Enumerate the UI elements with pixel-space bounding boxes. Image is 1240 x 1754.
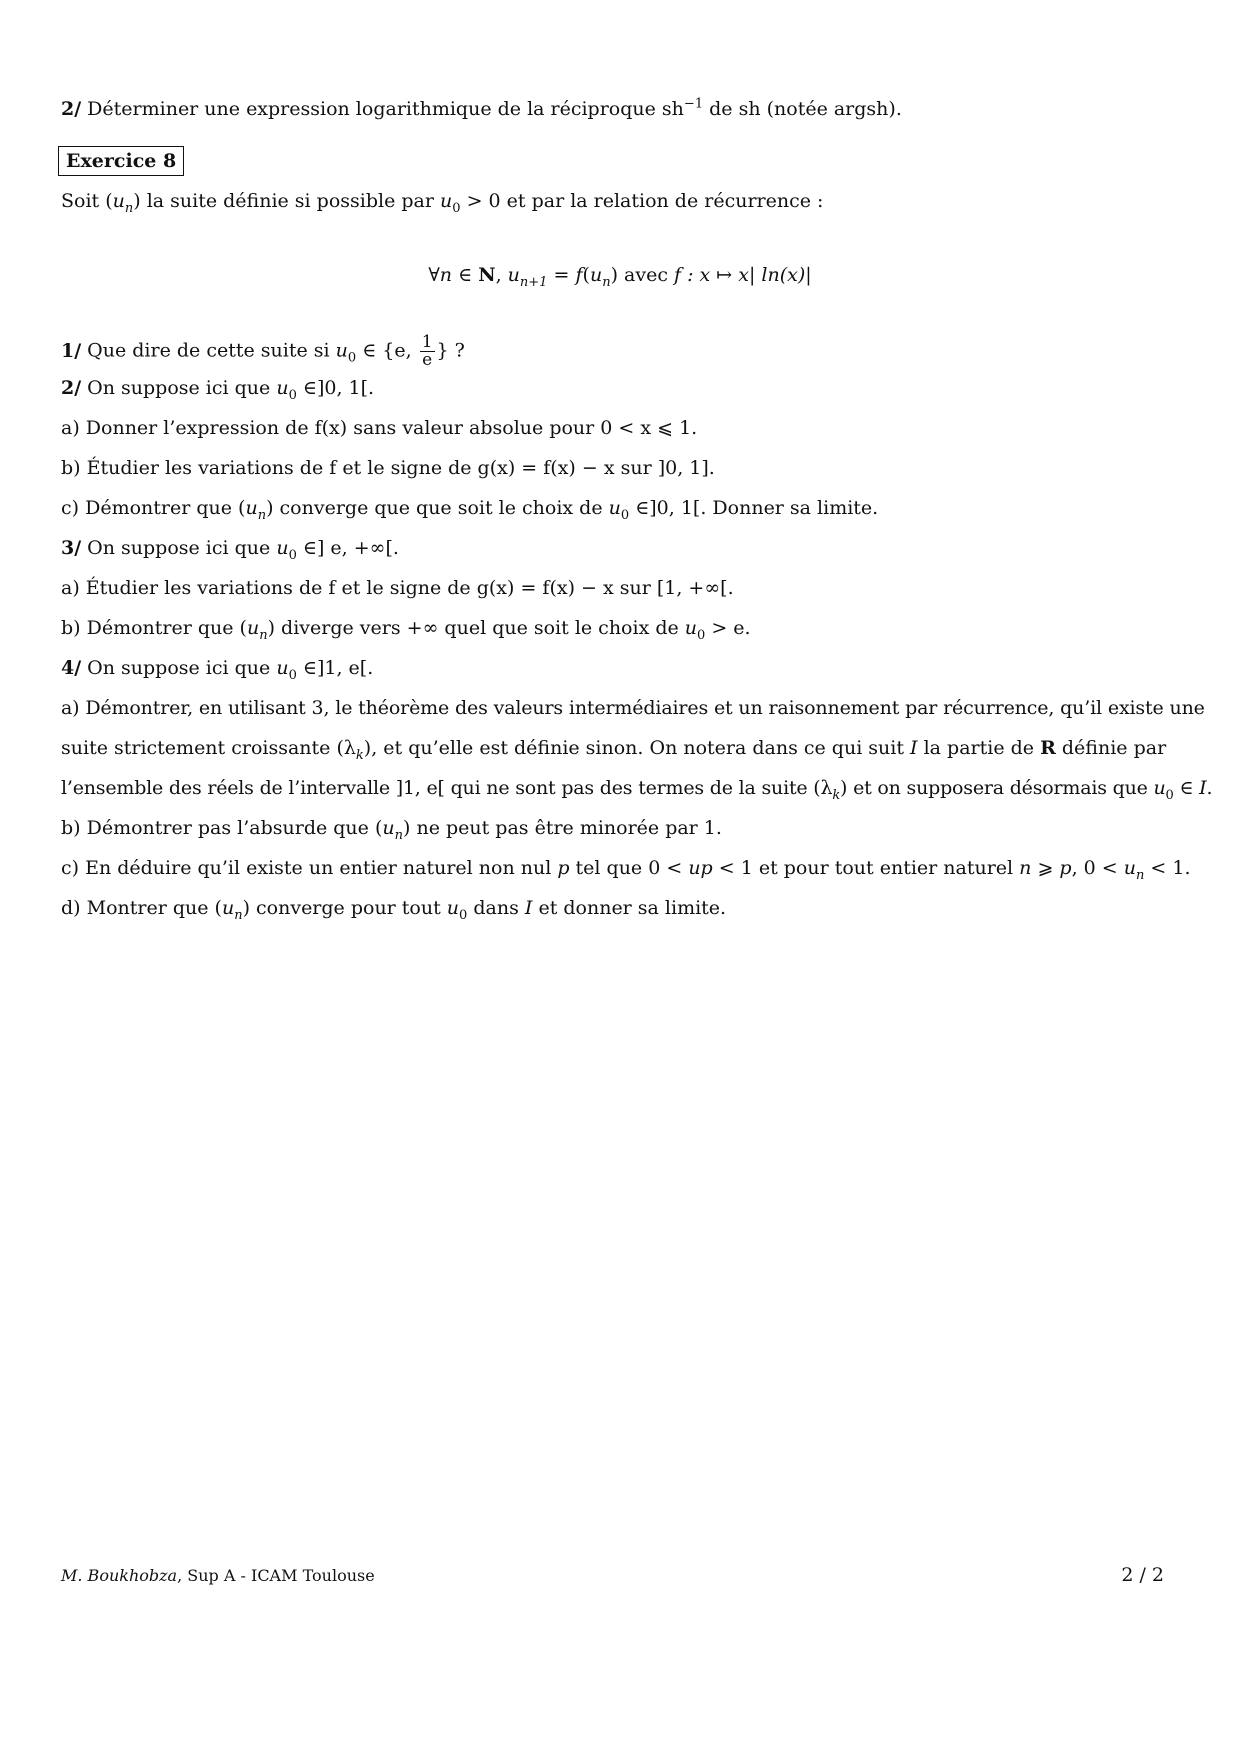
math-var: I	[1199, 777, 1207, 799]
math-sub: 0	[620, 507, 630, 523]
math-expr: : x ↦ x| ln(x)|	[681, 264, 812, 286]
question-text: b) Démontrer pas l’absurde que (	[61, 817, 383, 839]
fraction	[420, 334, 435, 369]
math-var: up	[688, 857, 713, 879]
math-expr: } ?	[436, 339, 465, 362]
fraction-numerator: 1	[421, 332, 433, 352]
math-symbol: ,	[495, 264, 508, 286]
fraction-denominator: e	[422, 350, 433, 370]
question-4a-line-1: a) Démontrer, en utilisant 3, le théorème des valeurs intermédiaires et un raisonnement par récurrence, qu’il existe une	[61, 697, 1205, 719]
math-symbol: (	[582, 264, 590, 286]
math-var: u	[382, 817, 395, 839]
affiliation: , Sup A - ICAM Toulouse	[177, 1566, 375, 1585]
math-var: I	[910, 737, 918, 759]
question-number: 3/	[61, 537, 82, 559]
math-sub: 0	[459, 907, 468, 923]
question-2c	[61, 495, 878, 521]
math-var: p	[1059, 857, 1072, 879]
question-text: la partie de	[917, 737, 1041, 759]
author-name: M. Boukhobza	[61, 1566, 178, 1585]
question-text: ) converge pour tout	[242, 897, 447, 919]
math-var: u	[335, 339, 348, 362]
page-number: 2 / 2	[1121, 1564, 1164, 1586]
question-2a: a) Donner l’expression de f(x) sans valeur absolue pour 0 < x ⩽ 1.	[61, 417, 698, 439]
math-expr: ∈]1, e[.	[296, 657, 374, 679]
question-text: l’ensemble des réels de l’intervalle ]1, e[ qui ne sont pas des termes de la suite (λ	[61, 777, 833, 799]
question-text: suite strictement croissante (λ	[61, 737, 356, 759]
math-sub: 0	[1165, 787, 1174, 803]
math-text: avec	[617, 264, 675, 286]
math-var: u	[221, 897, 235, 919]
question-text: c) Démontrer que (	[61, 497, 246, 519]
question-3a: a) Étudier les variations de f et le signe de g(x) = f(x) − x sur [1, +∞[.	[61, 577, 734, 599]
math-symbol: ⩾	[1031, 857, 1060, 879]
math-var: u	[446, 897, 460, 919]
question-2	[61, 375, 374, 401]
question-2b: b) Étudier les variations de f et le signe de g(x) = f(x) − x sur ]0, 1].	[61, 457, 715, 479]
question-text: > e.	[705, 617, 751, 639]
question-2-argsh	[61, 96, 902, 122]
question-3	[61, 535, 399, 561]
math-var: u	[246, 617, 260, 639]
math-var: u	[276, 377, 289, 399]
math-sub: n	[257, 507, 267, 523]
question-number: 2/	[61, 98, 82, 120]
question-text: ∈	[1173, 777, 1200, 799]
question-4	[61, 655, 373, 681]
question-text: On suppose ici que	[87, 377, 277, 399]
question-number: 4/	[61, 657, 82, 679]
math-sub: k	[355, 747, 364, 763]
question-4d	[61, 895, 726, 921]
math-var: u	[276, 537, 289, 559]
math-var: u	[608, 497, 621, 519]
question-1	[61, 334, 465, 369]
intro-text: ) la suite définie si possible par	[133, 190, 440, 212]
exercise-intro	[61, 188, 823, 214]
intro-text: > 0 et par la relation de récurrence :	[460, 190, 824, 212]
math-symbol: =	[547, 264, 576, 286]
math-symbol: ∀	[428, 264, 440, 286]
math-sub: 0	[452, 200, 461, 216]
exercise-title: Exercice 8	[58, 146, 184, 176]
math-sub: 0	[288, 667, 297, 683]
math-var: n	[1019, 857, 1032, 879]
question-text: Que dire de cette suite si	[87, 339, 336, 362]
math-sub: k	[832, 787, 841, 803]
question-text: .	[1206, 777, 1213, 799]
question-text: ) converge que que soit le choix de	[266, 497, 609, 519]
math-expr: ∈]0, 1[.	[296, 377, 375, 399]
question-text: tel que 0 <	[569, 857, 689, 879]
question-4a-line-3	[61, 775, 1212, 801]
math-sub: 0	[288, 387, 297, 403]
math-var: n	[439, 264, 453, 286]
math-sub: 0	[697, 627, 706, 643]
question-text: ) diverge vers +∞ quel que soit le choix de	[267, 617, 685, 639]
question-text: définie par	[1055, 737, 1167, 759]
math-var: p	[557, 857, 570, 879]
math-var: u	[1123, 857, 1136, 879]
math-var: u	[276, 657, 289, 679]
math-sub: n	[234, 907, 243, 923]
math-var: f	[674, 264, 682, 286]
math-var: u	[1153, 777, 1166, 799]
math-sub: n	[602, 274, 611, 290]
question-text-end: de sh (notée argsh).	[703, 98, 902, 120]
math-var: u	[507, 264, 520, 286]
question-text: ) ne peut pas être minorée par 1.	[403, 817, 722, 839]
math-symbol: ∈	[452, 264, 479, 286]
question-text: < 1 et pour tout entier naturel	[712, 857, 1020, 879]
math-sub: n+1	[519, 274, 548, 290]
math-set: R	[1040, 737, 1056, 759]
question-text: et donner sa limite.	[532, 897, 727, 919]
question-number: 1/	[61, 339, 82, 362]
question-number: 2/	[61, 377, 82, 399]
question-text: dans	[467, 897, 525, 919]
math-var: u	[589, 264, 603, 286]
question-text: Déterminer une expression logarithmique de la réciproque sh	[87, 98, 684, 120]
math-u: u	[112, 190, 125, 212]
question-4a-line-2	[61, 735, 1166, 761]
question-text: On suppose ici que	[87, 537, 277, 559]
math-sub: n	[259, 627, 268, 643]
math-expr: ∈ {e,	[356, 339, 418, 362]
math-sub: n	[1136, 867, 1145, 883]
intro-text: Soit (	[61, 190, 113, 212]
question-text: , 0 <	[1071, 857, 1124, 879]
math-u: u	[440, 190, 453, 212]
math-sub: 0	[347, 350, 357, 366]
question-text: d) Montrer que (	[61, 897, 222, 919]
math-sub: n	[124, 200, 134, 216]
question-3b	[61, 615, 751, 641]
superscript: −1	[683, 96, 704, 112]
question-text: On suppose ici que	[87, 657, 277, 679]
math-var: u	[684, 617, 698, 639]
math-sub: 0	[288, 547, 297, 563]
question-text: < 1.	[1144, 857, 1191, 879]
math-set: N	[478, 264, 496, 286]
footer-author	[61, 1566, 375, 1585]
question-4c	[61, 855, 1191, 881]
question-text: c) En déduire qu’il existe un entier naturel non nul	[61, 857, 558, 879]
math-symbol: )	[610, 264, 618, 286]
question-4b	[61, 815, 722, 841]
math-var: f	[575, 264, 583, 286]
question-text: ), et qu’elle est définie sinon. On notera dans ce qui suit	[363, 737, 911, 759]
math-var: u	[245, 497, 258, 519]
question-text: ∈]0, 1[. Donner sa limite.	[629, 497, 879, 519]
recurrence-equation	[0, 262, 1240, 288]
math-sub: n	[394, 827, 403, 843]
math-var: I	[524, 897, 533, 919]
math-expr: ∈] e, +∞[.	[296, 537, 399, 559]
question-text: b) Démontrer que (	[61, 617, 247, 639]
question-text: ) et on supposera désormais que	[840, 777, 1154, 799]
